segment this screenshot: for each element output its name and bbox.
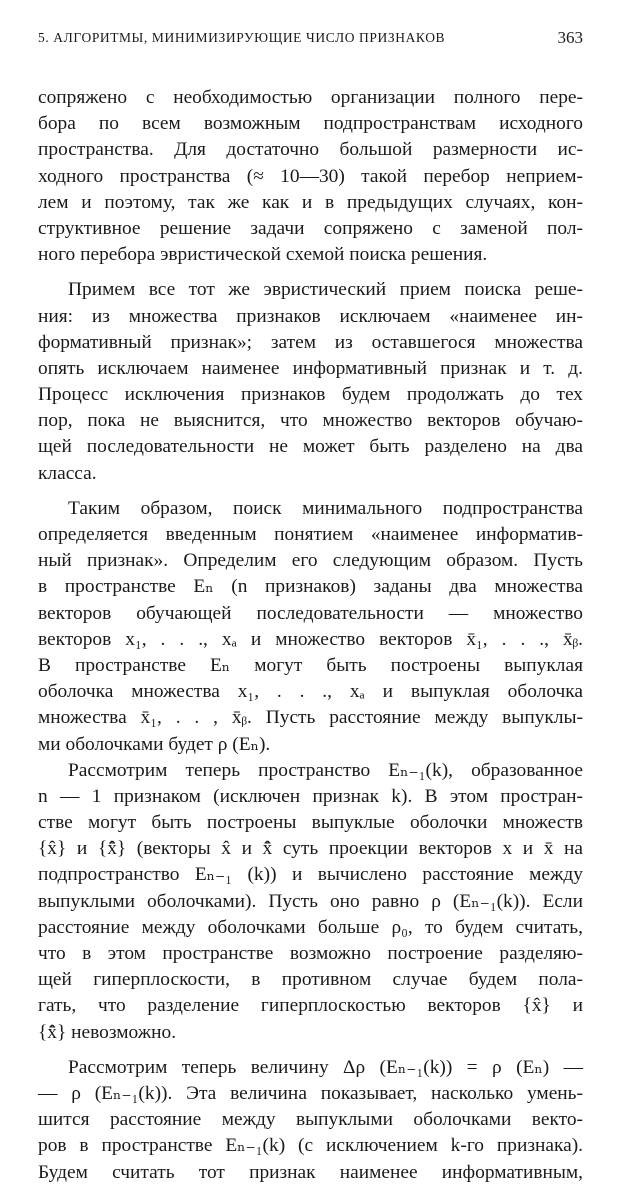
text-line: ния: из множества признаков исключаем «наименее ин- <box>38 305 583 327</box>
text-line: Будем считать тот признак наименее информативным, <box>38 1161 583 1183</box>
text-line: формативный признак»; затем из оставшегося множества <box>38 331 583 353</box>
text-line: — ρ (Eₙ₋₁(k)). Эта величина показывает, насколько умень- <box>38 1082 583 1104</box>
text-line: пор, пока не выяснится, что множество векторов обучаю- <box>38 410 583 432</box>
page-header <box>38 30 583 52</box>
text-line: что в этом пространстве возможно построение разделяю- <box>38 943 583 964</box>
text-line: структивное решение задачи сопряжено с заменой пол- <box>38 217 583 239</box>
text-line: Процесс исключения признаков будем продолжать до тех <box>38 384 583 406</box>
text-line: векторов обучающей последовательности — множество <box>38 602 583 624</box>
text-line: оболочка множества x₁, . . ., xₐ и выпуклая оболочка <box>38 681 583 703</box>
text-line: множества x̄₁, . . , x̄ᵦ. Пусть расстояние между выпуклы- <box>38 707 583 729</box>
text-line: пространства. Для достаточно большой размерности ис- <box>38 139 583 161</box>
text-line: расстояние между оболочками больше ρ₀, то будем считать, <box>38 916 583 938</box>
text-line: в пространстве Eₙ (n признаков) заданы два множества <box>38 576 583 598</box>
text-line: бора по всем возможным подпространствам исходного <box>38 113 583 135</box>
text-line: ми оболочками будет ρ (Eₙ). <box>38 733 271 755</box>
running-head: 5. АЛГОРИТМЫ, МИНИМИЗИРУЮЩИЕ ЧИСЛО ПРИЗНАКОВ <box>38 30 446 45</box>
text-line: Примем все тот же эвристический прием поиска реше- <box>68 279 583 301</box>
text-line: В пространстве Eₙ могут быть построены выпуклая <box>38 654 583 676</box>
text-line: щей гиперплоскости, в противном случае будем пола- <box>38 969 583 991</box>
text-line: {x̂} и {x̄̂} (векторы x̂ и x̄̂ суть проекции векторов x и x̄ на <box>38 838 583 860</box>
text-line: ходного пространства (≈ 10—30) такой перебор неприем- <box>38 165 583 187</box>
text-line: класса. <box>38 462 97 484</box>
text-line: щей последовательности не может быть разделено на два <box>38 436 583 458</box>
text-line: {x̄̂} невозможно. <box>38 1021 177 1043</box>
text-line: сопряжено с необходимостью организации полного пере- <box>38 87 583 108</box>
text-line: Рассмотрим теперь величину Δρ (Eₙ₋₁(k)) = ρ (Eₙ) — <box>68 1056 583 1078</box>
text-line: выпуклыми оболочками). Пусть оно равно ρ (Eₙ₋₁(k)). Если <box>38 890 583 912</box>
text-line: определяется введенным понятием «наименее информатив- <box>38 524 583 545</box>
text-line: стве могут быть построены выпуклые оболочки множеств <box>38 812 583 834</box>
text-line: ного перебора эвристической схемой поиска решения. <box>38 244 488 266</box>
text-line: лем и поэтому, так же как и в предыдущих случаях, кон- <box>38 191 583 213</box>
text-line: опять исключаем наименее информативный признак и т. д. <box>38 357 583 379</box>
text-line: векторов x₁, . . ., xₐ и множество векторов x̄₁, . . ., x̄ᵦ. <box>38 628 583 650</box>
body-text <box>38 85 583 1186</box>
text-line: подпространство Eₙ₋₁ (k)) и вычислено расстояние между <box>38 864 583 886</box>
text-line: ный признак». Определим его следующим образом. Пусть <box>38 550 583 572</box>
page-number: 363 <box>557 28 583 47</box>
text-line: ров в пространстве Eₙ₋₁(k) (с исключением k-го признака). <box>38 1135 583 1157</box>
text-line: гать, что разделение гиперплоскостью векторов {x̂} и <box>38 995 583 1017</box>
text-line: Таким образом, поиск минимального подпространства <box>68 497 583 519</box>
text-line: шится расстояние между выпуклыми оболочками векто- <box>38 1109 583 1131</box>
text-line: Рассмотрим теперь пространство Eₙ₋₁(k), образованное <box>68 759 583 781</box>
text-line: n — 1 признаком (исключен признак k). В этом простран- <box>38 785 583 807</box>
